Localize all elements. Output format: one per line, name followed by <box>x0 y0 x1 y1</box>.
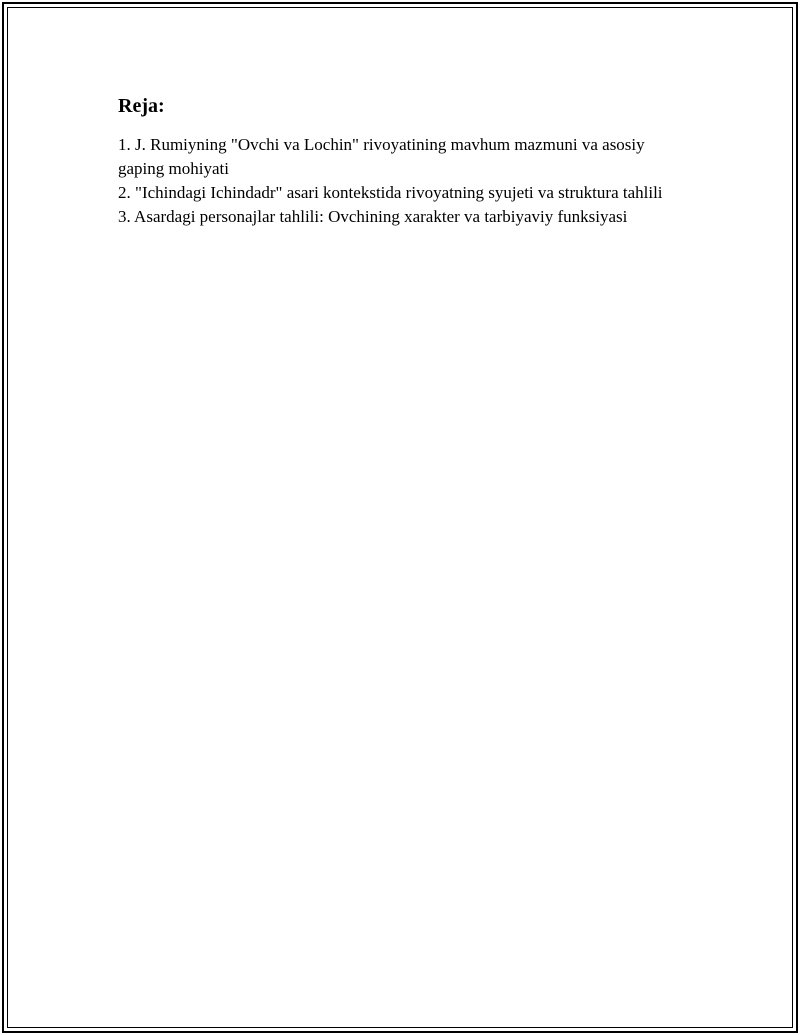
plan-item-3: 3. Asardagi personajlar tahlili: Ovchining xarakter va tarbiyaviy funksiyasi <box>118 207 628 226</box>
plan-list <box>118 133 678 229</box>
plan-item-1: 1. J. Rumiyning "Ovchi va Lochin" rivoyatining mavhum mazmuni va asosiy gaping mohiyati <box>118 135 645 178</box>
plan-item-2: 2. "Ichindagi Ichindadr" asari kontekstida rivoyatning syujeti va struktura tahlili <box>118 183 663 202</box>
document-content <box>118 94 678 229</box>
plan-heading: Reja: <box>118 95 165 117</box>
